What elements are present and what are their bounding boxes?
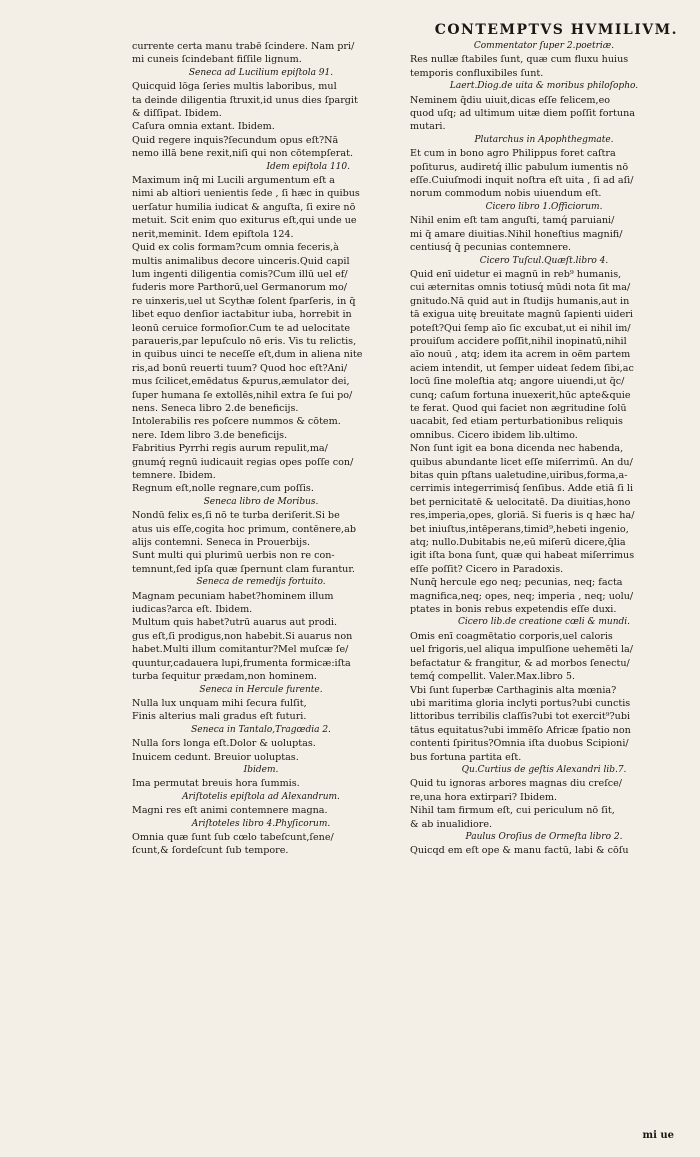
text-line: Inuicem cedunt. Breuior uoluptas. (132, 751, 299, 763)
text-line: Nulla lux unquam mihi ſecura fulſit, (132, 697, 307, 709)
text-line: Multum quis habet?utrū auarus aut prodi. (132, 617, 338, 629)
text-line: Quid tu ignoras arbores magnas diu creſce/ (410, 778, 623, 790)
text-line: Neminem q̄diu uiuit,dicas eſſe felicem,eo (410, 94, 611, 106)
text-line: Nihil enim eſt tam anguſti, tamq́ paruiani/ (410, 215, 615, 227)
text-line: Vbi ſunt ſuperbæ Carthaginis alta mœnia? (410, 684, 617, 696)
text-line: littoribus terribilis claſſis?ubi tot exercit⁹?ubi (410, 711, 631, 723)
running-title: CONTEMPTVS HVMILIVM. (434, 22, 678, 38)
text-line: Fabritius Pyrrhi regis aurum repulit,ma/ (132, 443, 328, 455)
text-line: mutari. (410, 121, 446, 133)
text-line: prouiſum accidere poſſit,nihil inopinatū,nihil (410, 335, 627, 347)
source-citation: Qu.Curtius de geſtis Alexandri lib.7. (461, 764, 627, 775)
text-line: nimi ab altiori uenientis ſede , ſi hæc in quibus (132, 188, 360, 200)
source-citation: Seneca libro de Moribus. (203, 496, 319, 507)
text-line: & diſſipat. Ibidem. (132, 108, 222, 120)
text-line: Quid ex colis formam?cum omnia feceris,à (132, 242, 339, 254)
text-line: ta deinde diligentia ſtruxit,id unus dies ſpargit (132, 94, 358, 106)
text-line: poteſt?Qui ſemp aīo ſic excubat,ut ei nihil im/ (410, 322, 631, 334)
text-line: habet.Multi illum comitantur?Mel muſcæ ſe/ (132, 644, 349, 656)
right-column (410, 40, 678, 858)
text-line: nerit,meminit. Idem epiſtola 124. (132, 228, 294, 240)
source-citation: Idem epiſtola 110. (266, 161, 350, 172)
text-line: eſſe.Cuiuſmodi inquit noſtra eſt uita , ſi ad aſi/ (410, 175, 634, 187)
text-line: res,imperia,opes, gloriā. Si fueris is q hæc ha/ (410, 510, 635, 522)
text-line: centiusq́ q̄ pecunias contemnere. (410, 242, 572, 254)
text-line: Magni res eſt animi contemnere magna. (132, 805, 328, 817)
text-line: eſſe poſſit? Cicero in Paradoxis. (410, 563, 564, 575)
text-line: quibus abundante licet eſſe miſerrimū. An du/ (410, 456, 633, 468)
text-line: mus ſcilicet,emēdatus &purus,æmulator dei, (132, 376, 350, 388)
text-line: te ferat. Quod qui faciet non ægritudine ſolū (410, 402, 627, 414)
text-line: Non ſunt igit ea bona dicenda nec habenda, (410, 443, 624, 455)
text-line: Regnum eſt,nolle regnare,cum poſſis. (132, 483, 314, 495)
left-column (132, 40, 390, 858)
text-line: bus fortuna partita eſt. (410, 751, 522, 763)
text-line: gus eſt,ſi prodigus,non habebit.Si auarus non (132, 630, 353, 642)
text-line: omnibus. Cicero ibidem lib.ultimo. (410, 429, 578, 441)
text-line: metuit. Scit enim quo exiturus eſt,qui unde ue (132, 215, 357, 227)
text-line: gnumq́ regnū iudicauit regias opes poſſe con/ (132, 456, 354, 468)
text-line: bet pernicitatē & uelocitatē. Da diuitias,hono (410, 496, 631, 508)
text-line: multis animalibus decore uinceris.Quid capil (132, 255, 350, 267)
text-line: uacabit, ſed etiam perturbationibus reliquis (410, 416, 623, 428)
text-line: atus uis eſſe,cogita hoc primum, contēnere,ab (132, 523, 356, 535)
text-line: poſiturus, audiretq́ illic pabulum iumentis nō (410, 161, 629, 173)
text-line: tātus equitatus?ubi immēſo Africæ ſpatio non (410, 724, 631, 736)
text-line: bitas quin pſtans ualetudine,uiribus,forma,a- (410, 470, 628, 481)
text-line: Finis alterius mali gradus eſt futuri. (132, 711, 307, 723)
text-line: ubi maritima gloria inclyti portus?ubi cunctis (410, 697, 631, 709)
text-line: Quicqd em eſt ope & manu factū, labi & cōſu (410, 845, 629, 857)
text-line: Quid enī uidetur ei magnū in reb⁹ humanis, (410, 268, 622, 280)
text-line: leonū ceruice formoſior.Cum te ad uelocitate (132, 322, 351, 334)
text-line: ris,ad bonū reuerti tuum? Quod hoc eſt?Ani/ (132, 362, 348, 374)
source-citation: Ariſtotelis epiſtola ad Alexandrum. (182, 791, 340, 802)
text-line: ptates in bonis rebus expetendis eſſe duxi. (410, 604, 617, 616)
text-line: ſuper humana ſe extollēs,nihil extra ſe ſui po/ (132, 389, 353, 401)
text-line: cerrimis integerrimisq́ ſenſibus. Adde etiā ſi li (410, 483, 634, 495)
source-citation: Seneca in Hercule furente. (199, 684, 323, 695)
text-line: quuntur,cadauera lupi,frumenta formicæ:iſta (132, 657, 351, 669)
text-line: Et cum in bono agro Philippus foret caſtra (410, 148, 616, 160)
source-citation: Seneca ad Lucilium epiſtola 91. (188, 67, 334, 78)
text-line: contenti ſpiritus?Omnia iſta duobus Scipioni/ (410, 738, 629, 750)
text-line: aīo nouū , atq; idem ita acrem in oēm partem (410, 349, 631, 361)
text-line: fuderis more Parthorū,uel Germanorum mo/ (132, 282, 348, 294)
text-line: Omnia quæ ſunt ſub cœlo tabeſcunt,ſene/ (132, 831, 334, 843)
text-line: nere. Idem libro 3.de beneficijs. (132, 429, 288, 441)
text-line: Nondū felix es,ſi nō te turba deriſerit.Si be (132, 510, 340, 522)
text-line: nemo illā bene rexit,niſi qui non cōtempſerat. (132, 148, 354, 160)
text-line: Quicquid lōga ſeries multis laboribus, mul (132, 81, 337, 93)
source-citation: Cicero Tuſcul.Quæſt.libro 4. (479, 255, 609, 266)
text-line: uel frigoris,uel aliqua impulſione uehemēti la/ (410, 644, 633, 656)
text-line: locū ſine moleſtia atq; angore uiuendi,ut q̄c/ (410, 376, 625, 388)
text-line: norum commodum nobis uiuendum eſt. (410, 188, 602, 200)
text-line: lum ingenti diligentia comis?Cum illū uel ef/ (132, 268, 348, 280)
text-line: befactatur & frangitur, & ad morbos ſenectu/ (410, 657, 630, 669)
text-line: cunq; caſum fortuna inuexerit,hūc apte&quie (410, 389, 631, 401)
text-line: uerſatur humilia iudicat & anguſta, ſi exire nō (132, 201, 356, 213)
source-citation: Ariſtoteles libro 4.Phyſicorum. (191, 818, 331, 829)
text-line: Ima permutat breuis hora ſummis. (132, 778, 300, 790)
source-citation: Plutarchus in Apophthegmate. (474, 134, 614, 145)
text-line: temnere. Ibidem. (132, 470, 216, 481)
text-line: Maximum inq̄ mi Lucili argumentum eſt a (132, 175, 335, 187)
text-line: bet iniuſtus,intēperans,timid⁹,hebeti ingenio, (410, 523, 629, 535)
text-line: currente certa manu trabē ſcindere. Nam pri/ (132, 41, 355, 52)
text-line: nens. Seneca libro 2.de beneficijs. (132, 402, 299, 414)
source-citation: Laert.Diog.de uita & moribus philoſopho. (449, 81, 639, 92)
text-line: re,una hora extirpari? Ibidem. (410, 791, 558, 803)
text-line: mi cuneis ſcindebant fiſſile lignum. (132, 54, 302, 66)
text-line: Nunq̄ hercule ego neq; pecunias, neq; facta (410, 577, 623, 589)
source-citation: Commentator ſuper 2.poetriæ. (473, 41, 615, 51)
text-line: tā exigua uitę breuitate magnū ſapienti uideri (410, 309, 633, 321)
source-citation: Ibidem. (243, 764, 279, 775)
text-line: Sunt multi qui plurimū uerbis non re con- (132, 550, 335, 562)
text-line: re uinxeris,uel ut Scythæ ſolent ſparſeris, in q̄ (132, 295, 356, 307)
text-line: temnunt,ſed ipſa quæ ſpernunt clam furantur. (132, 563, 355, 575)
text-line: mi q̄ amare diuitias.Nihil honeſtius magnifi/ (410, 228, 623, 240)
text-line: atq; nullo.Dubitabis ne,eū miſerū dicere,q̄lia (410, 537, 626, 549)
text-line: Magnam pecuniam habet?hominem illum (132, 590, 334, 602)
text-line: Nulla ſors longa eſt.Dolor & uoluptas. (132, 738, 316, 750)
text-line: alijs contemni. Seneca in Prouerbijs. (132, 537, 311, 549)
text-line: Res nullæ ſtabiles ſunt, quæ cum fluxu huius (410, 54, 629, 66)
text-line: magnifica,neq; opes, neq; imperia , neq; uolu/ (410, 590, 634, 602)
text-line: & ab inualidiore. (410, 818, 493, 830)
source-citation: Paulus Oroſius de Ormeſta libro 2. (465, 831, 623, 842)
text-line: Intolerabilis res poſcere nummos & cōtem. (132, 416, 341, 428)
text-line: paraueris,par lepuſculo nō eris. Vis tu relictis, (132, 335, 357, 347)
source-citation: Seneca de remedijs fortuito. (196, 577, 326, 588)
text-line: libet equo denſior iactabitur iuba, horrebit in (132, 309, 352, 321)
text-line: temporis confluxibiles ſunt. (410, 67, 544, 79)
text-line: Omis enī coagmētatio corporis,uel caloris (410, 630, 613, 642)
text-line: temq́ compellit. Valer.Max.libro 5. (410, 671, 575, 683)
source-citation: Seneca in Tantalo,Tragœdia 2. (191, 724, 331, 735)
text-line: iudicas?arca eſt. Ibidem. (132, 604, 253, 616)
catchword: mi ue (642, 1130, 674, 1141)
text-line: ſcunt,& ſordeſcunt ſub tempore. (132, 845, 289, 857)
source-citation: Cicero lib.de creatione cœli & mundi. (457, 617, 631, 628)
text-line: aciem intendit, ut ſemper uideat ſedem ſibi,ac (410, 362, 634, 374)
text-line: cui æternitas omnis totiusq́ mūdi nota ſit ma/ (410, 282, 631, 294)
text-line: gnitudo.Nā quid aut in ſtudijs humanis,aut in (410, 295, 630, 307)
text-line: igit iſta bona ſunt, quæ qui habeat miſerrimus (410, 550, 635, 562)
text-line: Quid regere inquis?ſecundum opus eſt?Nā (132, 134, 339, 146)
text-line: quod uſq; ad ultimum uitæ diem poſſit fortuna (410, 108, 635, 120)
text-line: turba ſequitur prædam,non hominem. (132, 671, 317, 683)
source-citation: Cicero libro 1.Officiorum. (485, 201, 603, 212)
text-line: Nihil tam firmum eſt, cui periculum nō ſit, (410, 805, 615, 817)
text-line: in quibus uinci te neceſſe eſt,dum in aliena nite (132, 349, 363, 361)
text-line: Caſura omnia extant. Ibidem. (132, 121, 275, 133)
